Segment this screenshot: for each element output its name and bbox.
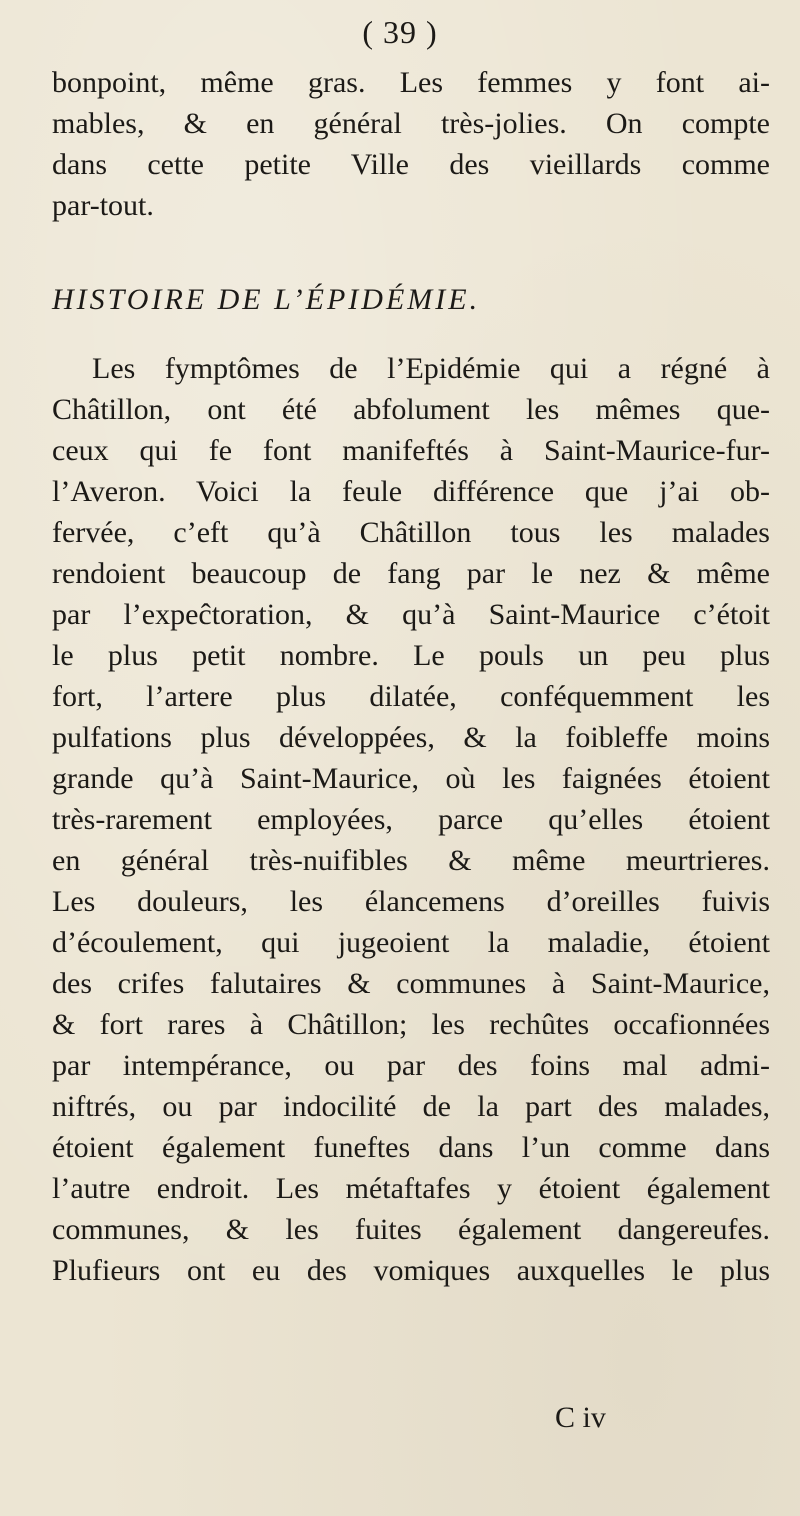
signature-mark: C iv (555, 1401, 606, 1434)
text-line: le plus petit nombre. Le pouls un peu plus (52, 639, 770, 672)
intro-paragraph (52, 62, 770, 226)
text-line: rendoient beaucoup de fang par le nez & même (52, 557, 770, 590)
text-line: par intempérance, ou par des foins mal admi- (52, 1049, 770, 1082)
text-line: grande qu’à Saint-Maurice, où les faignées étoient (52, 762, 770, 795)
text-line: Les fymptômes de l’Epidémie qui a régné à (92, 352, 770, 385)
text-line: en général très-nuifibles & même meurtrieres. (52, 844, 770, 877)
text-line: l’Averon. Voici la feule différence que j’ai ob- (52, 475, 770, 508)
text-line: Les douleurs, les élancemens d’oreilles fuivis (52, 885, 770, 918)
text-line: d’écoulement, qui jugeoient la maladie, étoient (52, 926, 770, 959)
section-heading: HISTOIRE DE L’ÉPIDÉMIE. (52, 283, 481, 316)
text-line: par l’expeĉtoration, & qu’à Saint-Maurice c’étoit (52, 598, 770, 631)
text-line: bonpoint, même gras. Les femmes y font ai- (52, 66, 770, 99)
text-line: dans cette petite Ville des vieillards comme (52, 148, 770, 181)
text-line: mables, & en général très-jolies. On compte (52, 107, 770, 140)
page-number: ( 39 ) (362, 14, 438, 50)
text-line: fort, l’artere plus dilatée, conféquemment les (52, 680, 770, 713)
text-line: pulfations plus développées, & la foibleffe moins (52, 721, 770, 754)
text-line: communes, & les fuites également dangereufes. (52, 1213, 770, 1246)
text-line: très-rarement employées, parce qu’elles étoient (52, 803, 770, 836)
text-line: des crifes falutaires & communes à Saint-Maurice, (52, 967, 770, 1000)
text-line: ceux qui fe font manifeftés à Saint-Maurice-fur- (52, 434, 770, 467)
body-paragraph (52, 348, 770, 1291)
text-line: & fort rares à Châtillon; les rechûtes occafionnées (52, 1008, 770, 1041)
text-line: l’autre endroit. Les métaftafes y étoient également (52, 1172, 770, 1205)
text-line: Plufieurs ont eu des vomiques auxquelles le plus (52, 1254, 770, 1287)
text-line: fervée, c’eft qu’à Châtillon tous les malades (52, 516, 770, 549)
text-line: niftrés, ou par indocilité de la part des malades, (52, 1090, 770, 1123)
text-line: par-tout. (52, 189, 154, 222)
text-line: étoient également funeftes dans l’un comme dans (52, 1131, 770, 1164)
text-line: Châtillon, ont été abfolument les mêmes que- (52, 393, 770, 426)
